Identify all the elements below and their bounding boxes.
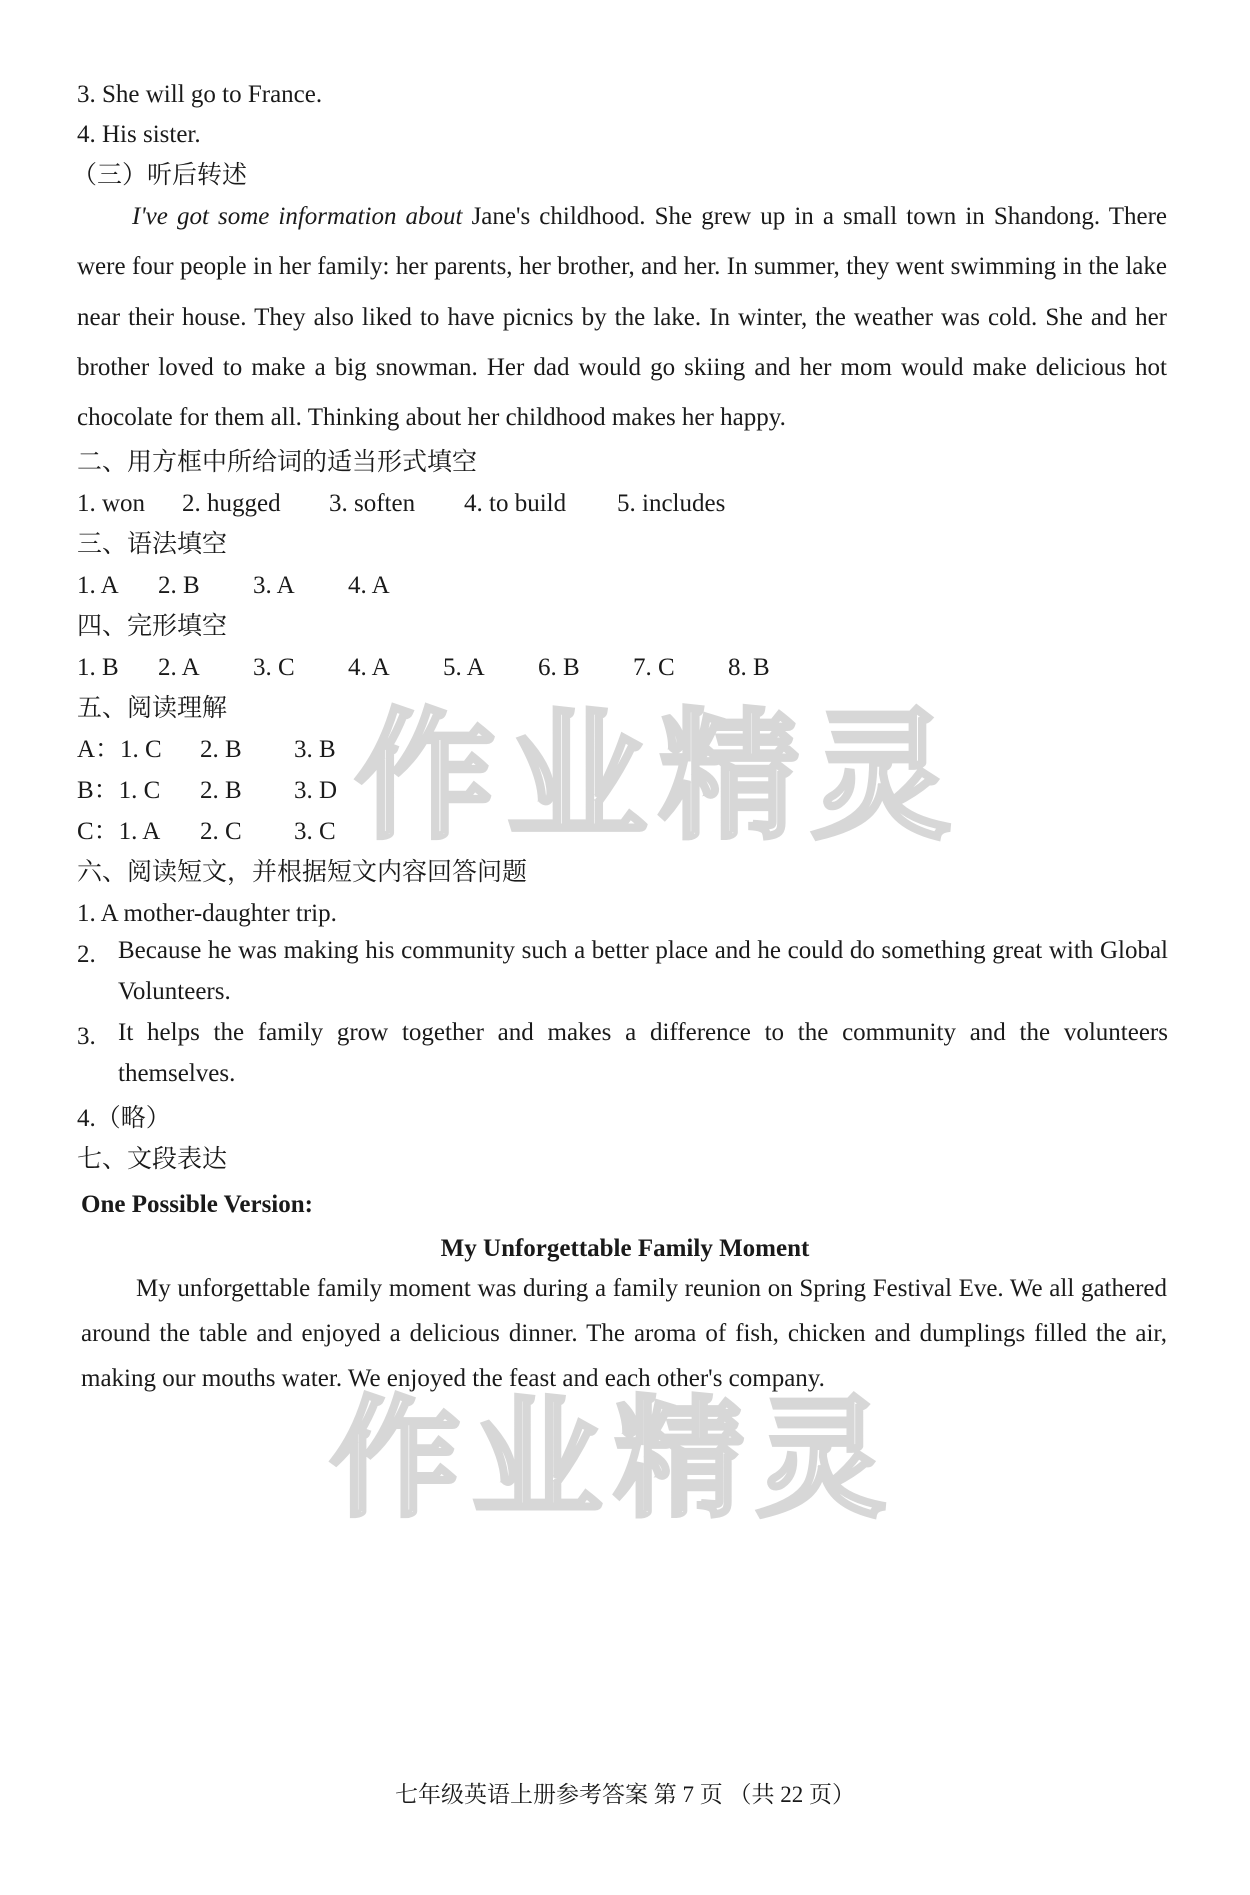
section-heading: 四、完形填空	[77, 613, 228, 640]
answer: 2. C	[200, 818, 242, 845]
answer: 1. A	[77, 572, 119, 599]
answer-paragraph: Because he was making his community such a better place and he could do something great with Global Volunteers.	[118, 937, 1168, 1005]
answer: B：1. C	[77, 777, 161, 804]
answer: 3. A	[253, 572, 295, 599]
answer: 4. A	[348, 654, 390, 681]
section-heading: 三、语法填空	[77, 531, 228, 558]
answer: 6. B	[538, 654, 580, 681]
answer: 2. A	[158, 654, 200, 681]
section-heading: 五、阅读理解	[77, 695, 228, 722]
answer: 3. D	[294, 777, 338, 804]
essay-paragraph	[81, 1266, 1167, 1401]
answer: 2. B	[200, 777, 242, 804]
answer: 3. B	[294, 736, 336, 763]
page-footer: 七年级英语上册参考答案 第 7 页 （共 22 页）	[395, 1782, 855, 1807]
answer: 1. B	[77, 654, 119, 681]
answer: 8. B	[728, 654, 770, 681]
section-heading: 六、阅读短文，并根据短文内容回答问题	[77, 859, 528, 886]
answer: 5. includes	[617, 490, 726, 517]
answer: 4. to build	[464, 490, 567, 517]
retell-lead: I've got some information about	[132, 203, 463, 230]
watermark: 作业精灵	[355, 696, 964, 859]
answer: A：1. C	[77, 736, 162, 763]
essay-title: My Unforgettable Family Moment	[440, 1235, 810, 1262]
retell-text: Jane's childhood. She grew up in a small town in Shandong. There were four people in her family: her parents, her brother, and her. In summer, they went swimming in the lake near their house. They also liked to have picnics by the lake. In winter, the weather was cold. She and her brother loved to make a big snowman. Her dad would go skiing and her mom would make delicious hot chocolate for them all. Thinking about her childhood makes her happy.	[77, 203, 1167, 432]
answer-line: 4.（略）	[77, 1105, 171, 1132]
answer-line: 3. She will go to France.	[77, 81, 323, 108]
watermark: 作业精灵	[330, 1383, 899, 1535]
answer-number: 3.	[77, 1023, 96, 1050]
section-heading: 七、文段表达	[77, 1146, 228, 1173]
retell-paragraph	[77, 192, 1167, 443]
answer: 7. C	[633, 654, 675, 681]
answer: 4. A	[348, 572, 390, 599]
answer: 3. C	[294, 818, 336, 845]
answer: 5. A	[443, 654, 485, 681]
answer-number: 2.	[77, 941, 96, 968]
answer-line: 4. His sister.	[77, 121, 201, 148]
essay-text: My unforgettable family moment was during a family reunion on Spring Festival Eve. We all gathered around the table and enjoyed a delicious dinner. The aroma of fish, chicken and dumplings filled the air, making our mouths water. We enjoyed the feast and each other's company.	[81, 1275, 1167, 1392]
answer: 3. soften	[329, 490, 416, 517]
answer: 2. B	[158, 572, 200, 599]
section-heading: （三）听后转述	[72, 162, 248, 189]
answer: 2. hugged	[182, 490, 281, 517]
version-label: One Possible Version:	[81, 1191, 313, 1218]
answer: C：1. A	[77, 818, 161, 845]
answer-paragraph: It helps the family grow together and makes a difference to the community and the volunteers themselves.	[118, 1019, 1168, 1087]
answer: 3. C	[253, 654, 295, 681]
answer: 2. B	[200, 736, 242, 763]
answer-line: 1. A mother-daughter trip.	[77, 900, 337, 927]
answer: 1. won	[77, 490, 146, 517]
section-heading: 二、用方框中所给词的适当形式填空	[77, 449, 478, 476]
